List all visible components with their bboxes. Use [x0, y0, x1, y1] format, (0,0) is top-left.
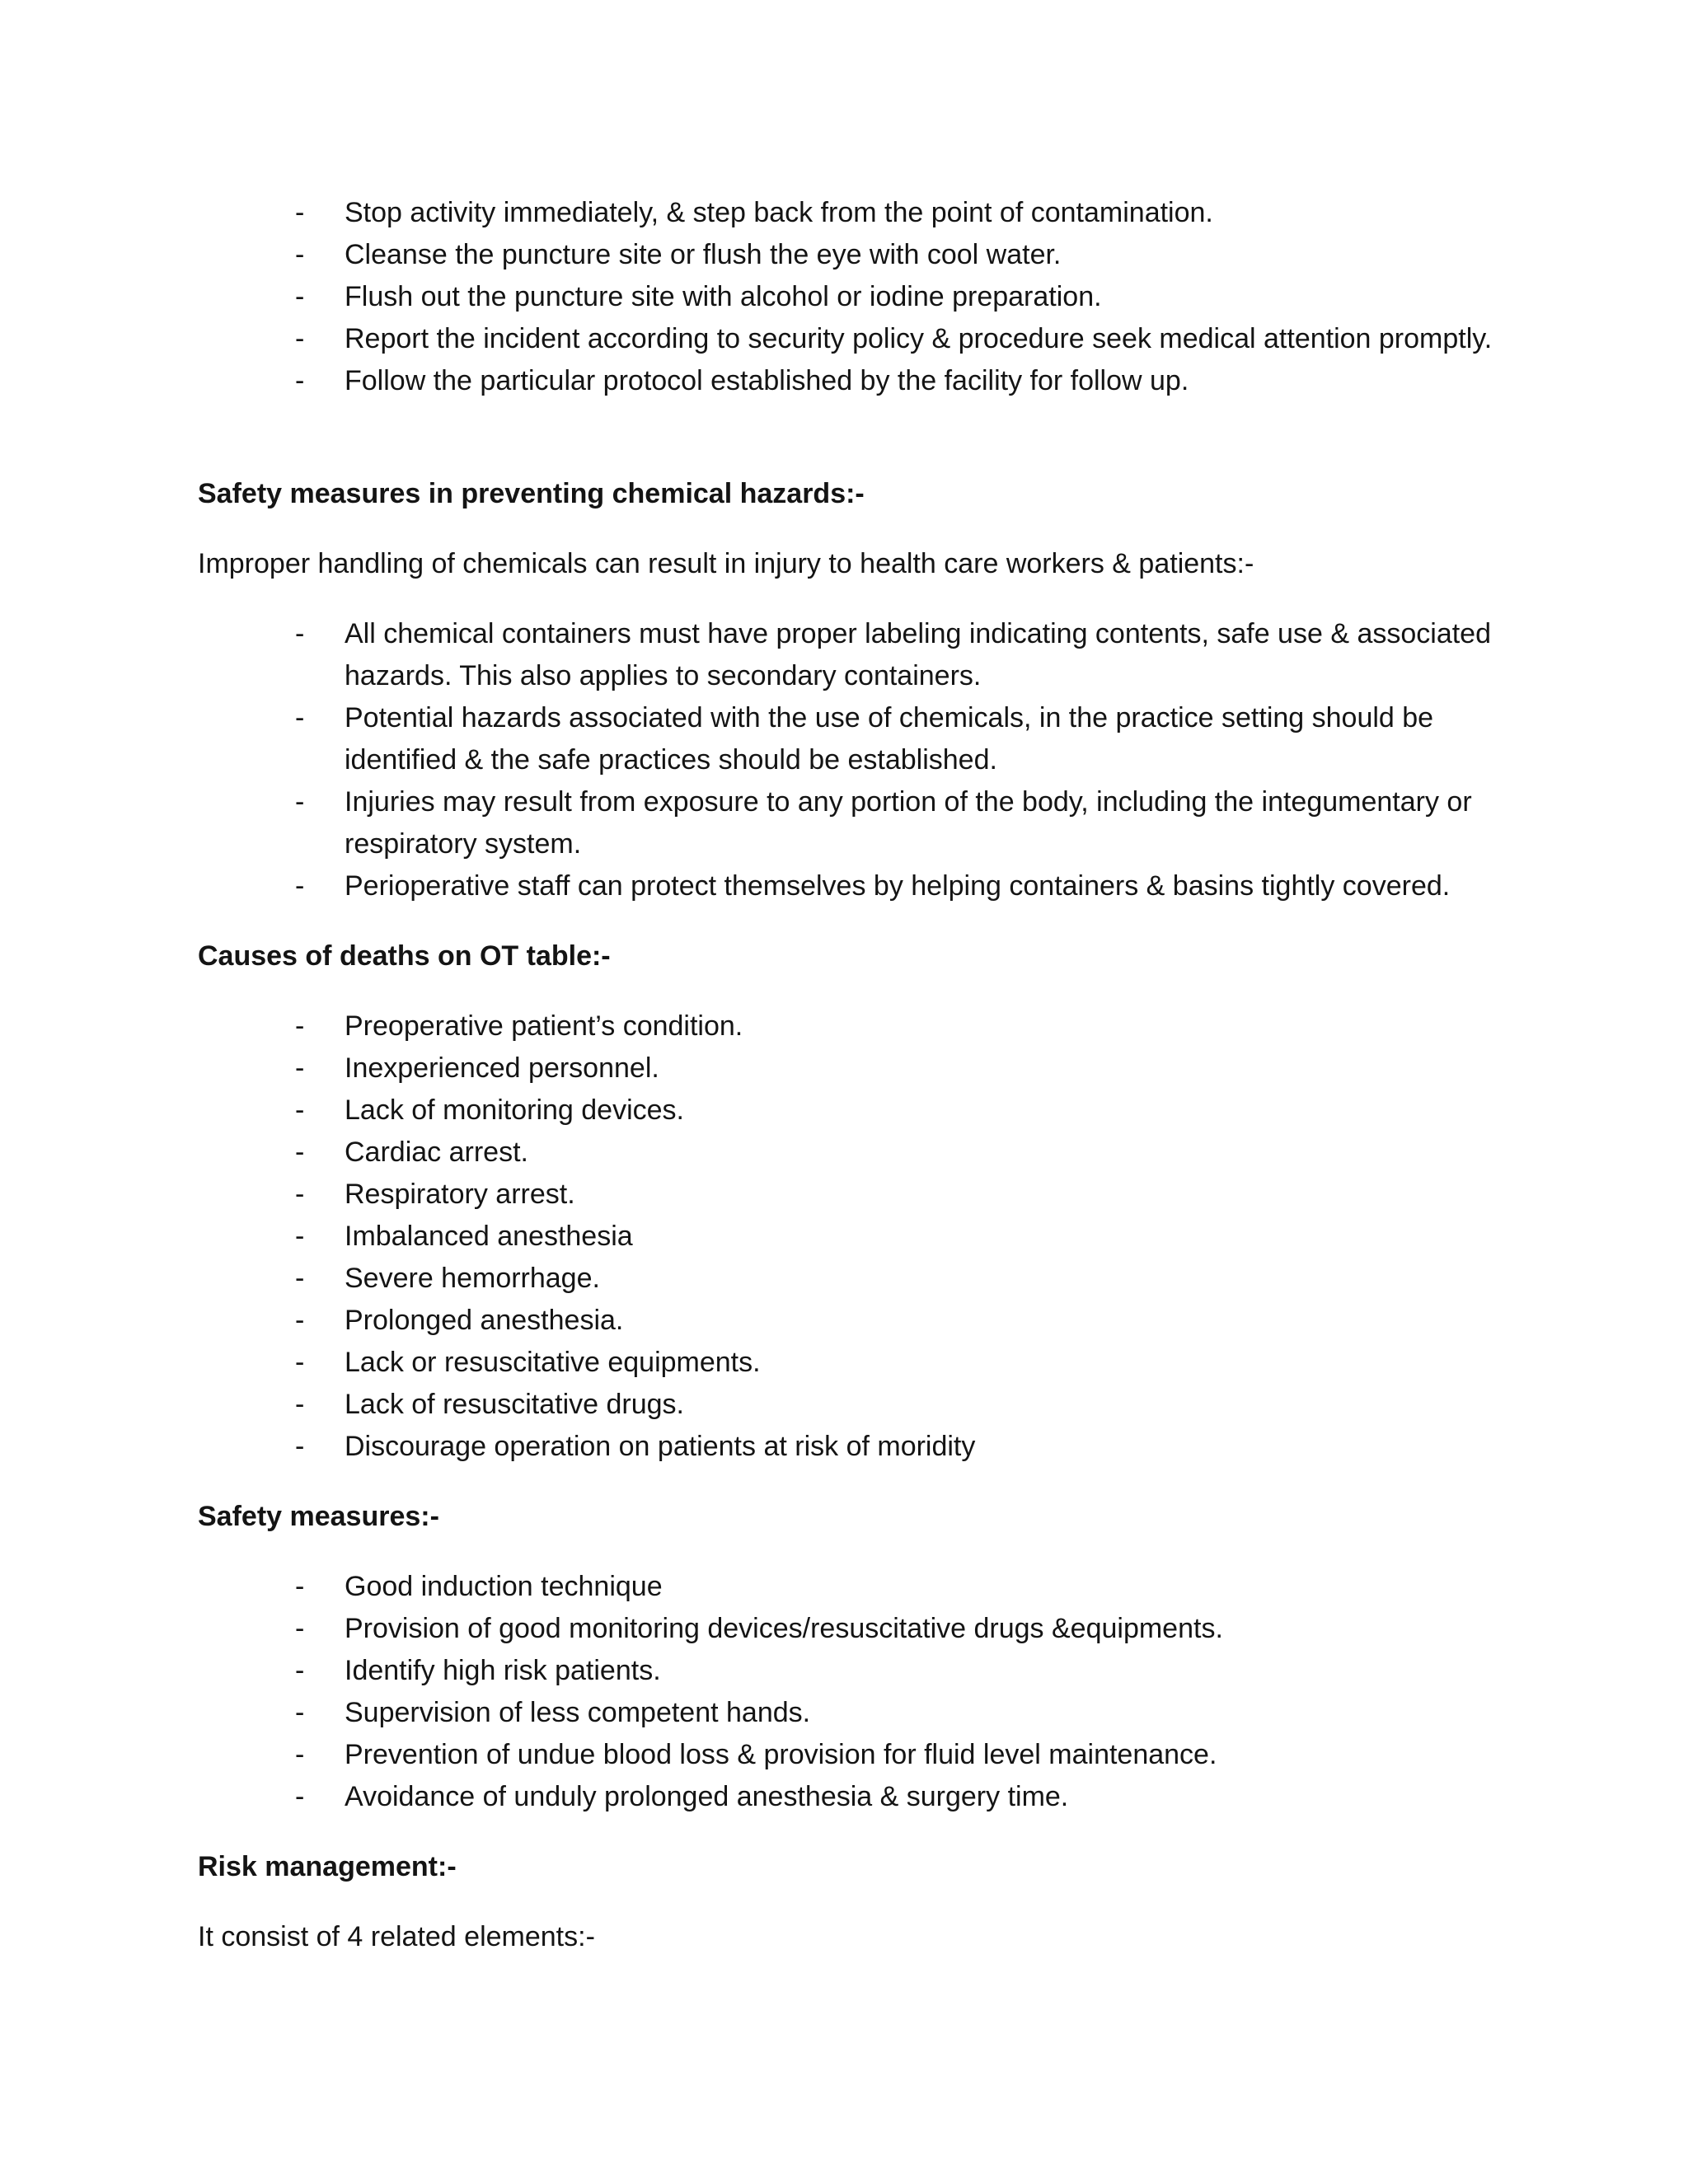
bullet-dash: -: [295, 1697, 305, 1728]
safety-measures-heading: Safety measures:-: [198, 1501, 439, 1532]
bullet-dash: -: [295, 1094, 305, 1126]
bullet-dash: -: [295, 281, 305, 312]
chemical-hazards-intro: Improper handling of chemicals can result in injury to health care workers & patients:-: [198, 548, 1254, 579]
list-item: [0, 1426, 1498, 1468]
bullet-dash: -: [295, 1179, 305, 1210]
list-item: [0, 192, 1498, 234]
list-item: [0, 1384, 1498, 1426]
bullet-dash: -: [295, 870, 305, 902]
list-item-text: Follow the particular protocol established by the facility for follow up.: [345, 365, 1189, 396]
list-item: [0, 781, 1498, 865]
risk-management-intro: It consist of 4 related elements:-: [198, 1921, 595, 1952]
bullet-dash: -: [295, 1431, 305, 1462]
chemical-hazards-heading: Safety measures in preventing chemical hazards:-: [198, 478, 865, 509]
bullet-dash: -: [295, 1781, 305, 1812]
list-item: [0, 1216, 1498, 1258]
list-item-text: Discourage operation on patients at risk of moridity: [345, 1431, 976, 1462]
list-item: [0, 1566, 1498, 1608]
list-item-text: Supervision of less competent hands.: [345, 1697, 811, 1728]
list-item: [0, 1776, 1498, 1818]
list-item: [0, 865, 1498, 907]
bullet-dash: -: [295, 1613, 305, 1644]
bullet-dash: -: [295, 1389, 305, 1420]
contamination-list: [0, 192, 1688, 402]
list-item-text: Lack of monitoring devices.: [345, 1094, 684, 1126]
list-item: [0, 360, 1498, 402]
list-item-text: Avoidance of unduly prolonged anesthesia & surgery time.: [345, 1781, 1069, 1812]
bullet-dash: -: [295, 323, 305, 354]
list-item-text: Preoperative patient’s condition.: [345, 1010, 743, 1042]
list-item: [0, 697, 1498, 781]
list-item: [0, 1174, 1498, 1216]
list-item-text: Stop activity immediately, & step back from the point of contamination.: [345, 197, 1213, 228]
list-item: [0, 234, 1498, 276]
list-item-text: Provision of good monitoring devices/resuscitative drugs &equipments.: [345, 1613, 1223, 1644]
safety-measures-list: [0, 1566, 1688, 1818]
bullet-dash: -: [295, 197, 305, 228]
ot-deaths-list: [0, 1005, 1688, 1468]
list-item: [0, 1258, 1498, 1300]
bullet-dash: -: [295, 1052, 305, 1084]
list-item-text: Respiratory arrest.: [345, 1179, 575, 1210]
bullet-dash: -: [295, 1137, 305, 1168]
bullet-dash: -: [295, 1305, 305, 1336]
chemical-hazards-list: [0, 613, 1688, 907]
bullet-dash: -: [295, 1571, 305, 1602]
list-item: [0, 318, 1498, 360]
list-item-text: Lack of resuscitative drugs.: [345, 1389, 684, 1420]
bullet-dash: -: [295, 786, 305, 818]
list-item-text: Perioperative staff can protect themselves by helping containers & basins tightly covered.: [345, 870, 1451, 902]
list-item: [0, 1047, 1498, 1090]
bullet-dash: -: [295, 1010, 305, 1042]
list-item: [0, 1608, 1498, 1650]
bullet-dash: -: [295, 1221, 305, 1252]
bullet-dash: -: [295, 239, 305, 270]
bullet-dash: -: [295, 365, 305, 396]
list-item: [0, 1650, 1498, 1692]
list-item: [0, 1090, 1498, 1132]
list-item-text: Potential hazards associated with the use of chemicals, in the practice setting should be identified & the safe practices should be established.: [345, 702, 1434, 776]
list-item-text: Flush out the puncture site with alcohol or iodine preparation.: [345, 281, 1102, 312]
ot-deaths-heading: Causes of deaths on OT table:-: [198, 940, 611, 972]
list-item: [0, 1300, 1498, 1342]
list-item: [0, 1132, 1498, 1174]
list-item: [0, 1005, 1498, 1047]
bullet-dash: -: [295, 1347, 305, 1378]
list-item: [0, 1734, 1498, 1776]
list-item-text: Severe hemorrhage.: [345, 1263, 600, 1294]
list-item-text: Injuries may result from exposure to any portion of the body, including the integumentary or respiratory system.: [345, 786, 1472, 860]
list-item-text: Imbalanced anesthesia: [345, 1221, 633, 1252]
list-item-text: Cardiac arrest.: [345, 1137, 528, 1168]
list-item-text: Prolonged anesthesia.: [345, 1305, 624, 1336]
bullet-dash: -: [295, 618, 305, 649]
list-item-text: Identify high risk patients.: [345, 1655, 661, 1686]
list-item-text: Inexperienced personnel.: [345, 1052, 659, 1084]
list-item-text: Prevention of undue blood loss & provision for fluid level maintenance.: [345, 1739, 1217, 1770]
risk-management-heading: Risk management:-: [198, 1851, 457, 1882]
bullet-dash: -: [295, 1655, 305, 1686]
list-item-text: Good induction technique: [345, 1571, 663, 1602]
bullet-dash: -: [295, 1263, 305, 1294]
list-item: [0, 1342, 1498, 1384]
list-item: [0, 613, 1498, 697]
list-item-text: Report the incident according to security policy & procedure seek medical attention promptly.: [345, 323, 1493, 354]
bullet-dash: -: [295, 702, 305, 733]
list-item-text: All chemical containers must have proper labeling indicating contents, safe use & associated hazards. This also applies to secondary containers.: [345, 618, 1491, 691]
list-item-text: Lack or resuscitative equipments.: [345, 1347, 761, 1378]
list-item: [0, 276, 1498, 318]
list-item-text: Cleanse the puncture site or flush the eye with cool water.: [345, 239, 1062, 270]
list-item: [0, 1692, 1498, 1734]
bullet-dash: -: [295, 1739, 305, 1770]
